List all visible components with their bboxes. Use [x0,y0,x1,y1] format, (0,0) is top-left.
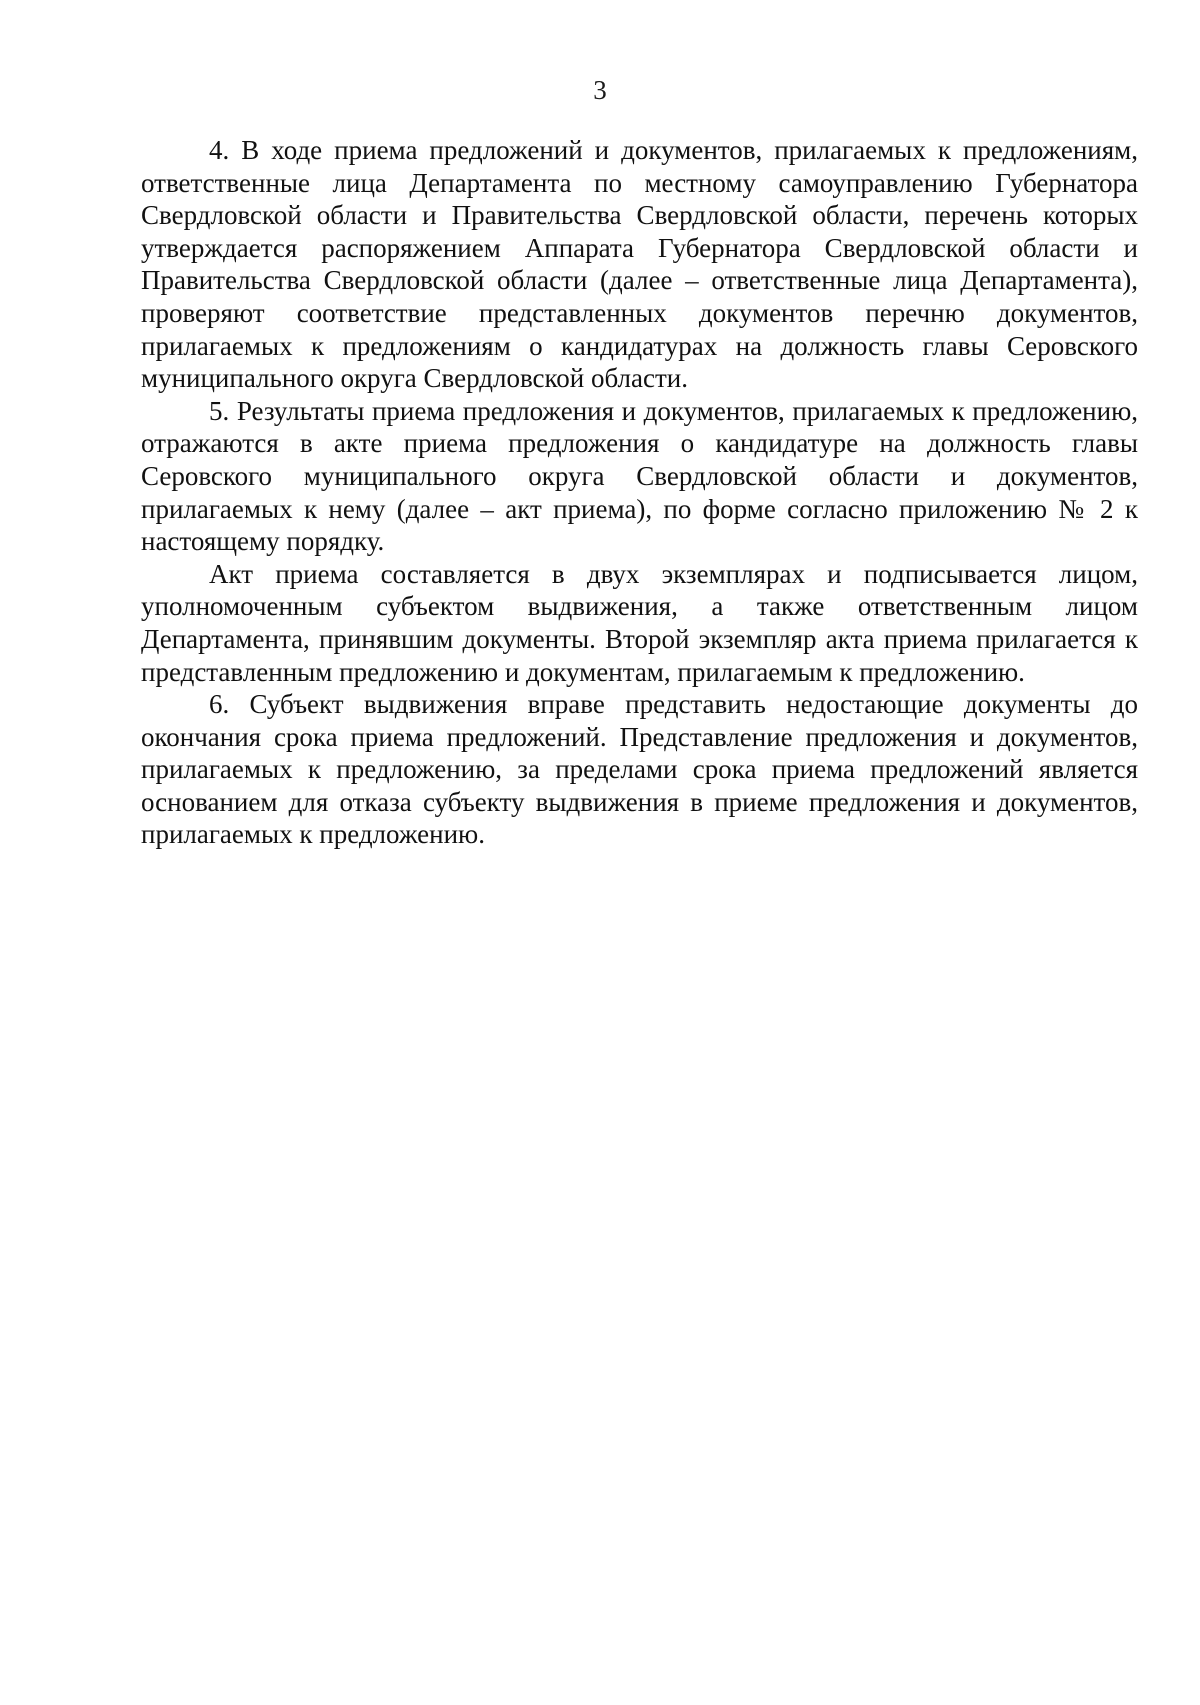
paragraph-6-missing-documents: 6. Субъект выдвижения вправе представить недостающие документы до окончания срока приема предложений. Представление предложения и документов, прилагаемых к предложению, за пределами срока приема предложений является основанием для отказа субъекту выдвижения в приеме предложения и документов, прилагаемых к предложению. [141,689,1138,850]
paragraph-acceptance-act-copies: Акт приема составляется в двух экземплярах и подписывается лицом, уполномоченным субъектом выдвижения, а также ответственным лицом Департамента, принявшим документы. Второй экземпляр акта приема прилагается к представленным предложению и документам, прилагаемым к предложению. [141,558,1138,687]
page-number: 3 [593,75,607,105]
paragraph-4-acceptance-check: 4. В ходе приема предложений и документов, прилагаемых к предложениям, ответственные лица Департамента по местному самоуправлению Губернатора Свердловской области и Правительства Свердловской области, перечень которых утверждается распоряжением Аппарата Губернатора Свердловской области и Правительства Свердловской области (далее – ответственные лица Департамента), проверяют соответствие представленных документов перечню документов, прилагаемых к предложениям о кандидатурах на должность главы Серовского муниципального округа Свердловской области. [141,135,1138,394]
paragraph-5-acceptance-results: 5. Результаты приема предложения и документов, прилагаемых к предложению, отражаются в акте приема предложения о кандидатуре на должность главы Серовского муниципального округа Свердловской области и документов, прилагаемых к нему (далее – акт приема), по форме согласно приложению № 2 к настоящему порядку. [141,395,1138,557]
document-body [141,134,1138,851]
